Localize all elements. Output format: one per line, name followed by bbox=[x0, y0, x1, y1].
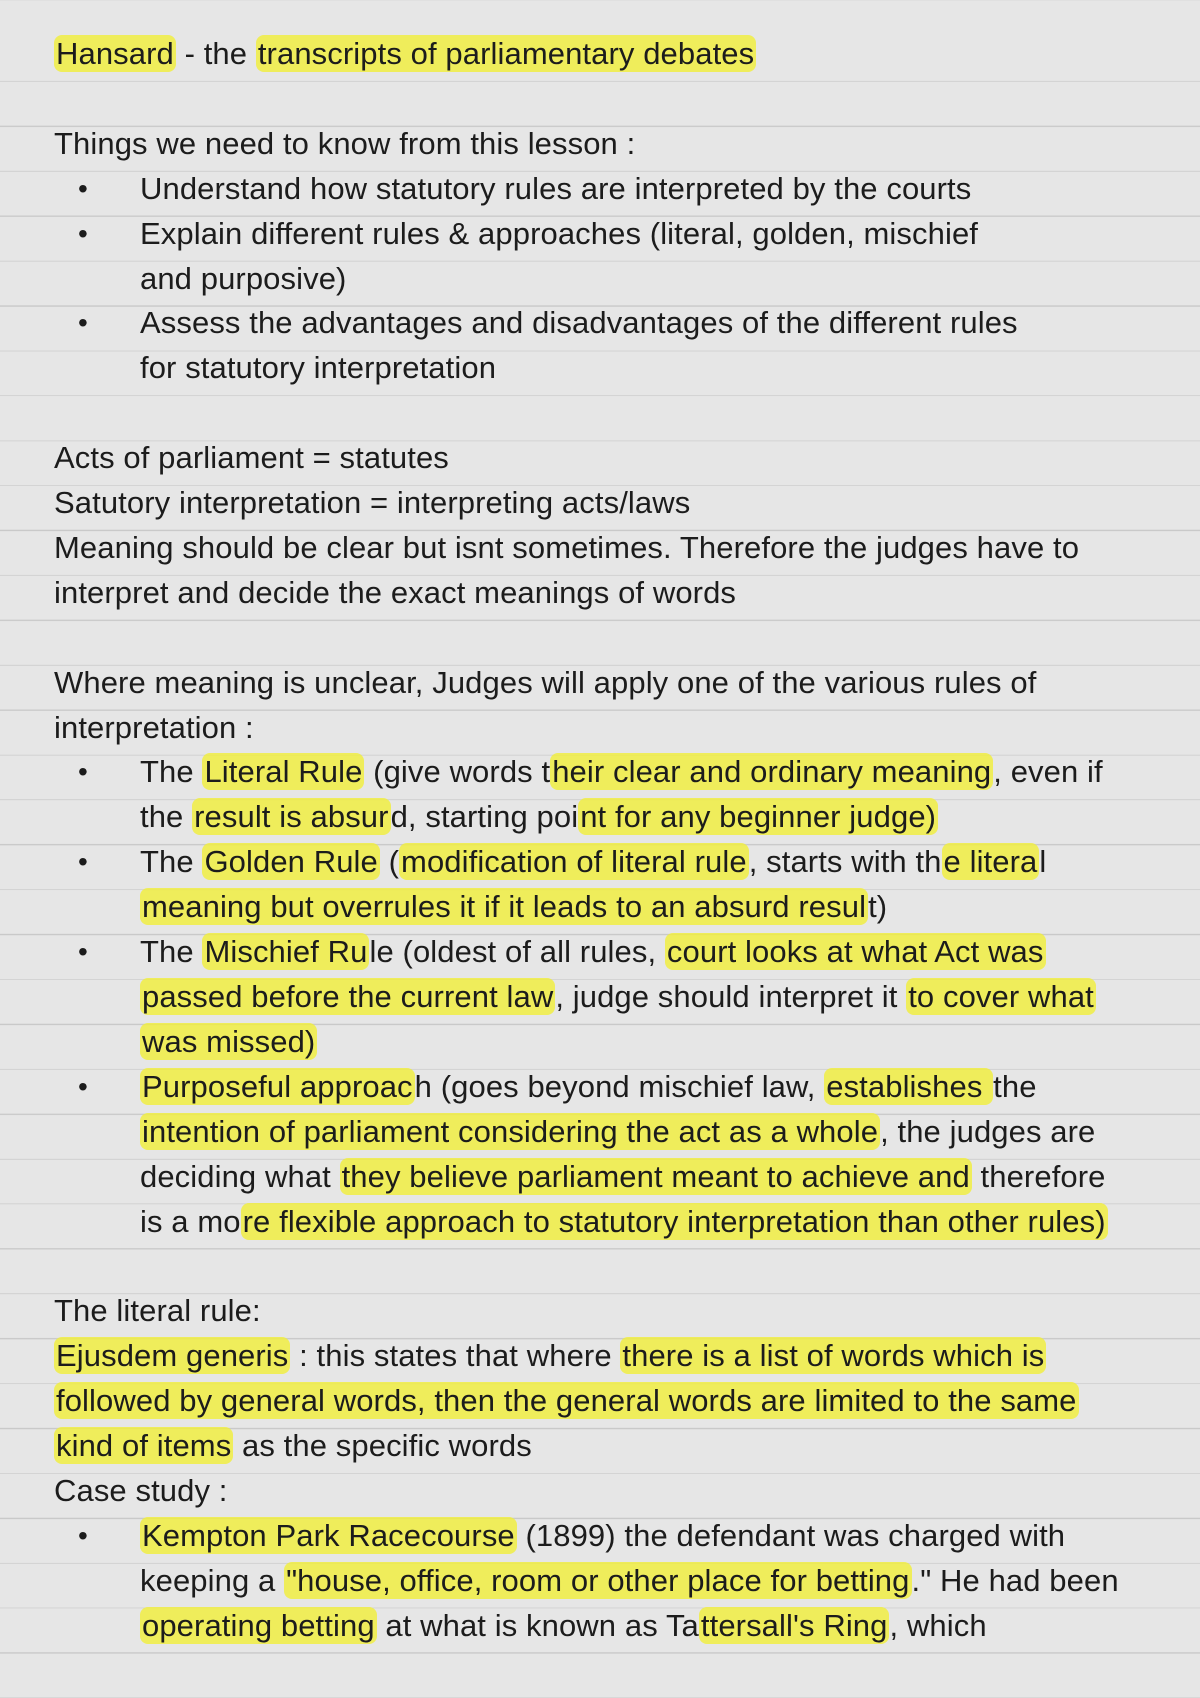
list-item-text: Understand how statutory rules are interpreted by the courts bbox=[140, 170, 972, 206]
bullet-icon: • bbox=[78, 1070, 88, 1102]
blank-line bbox=[54, 1244, 1164, 1289]
blank-line bbox=[54, 77, 1164, 122]
text-run: , even if the bbox=[140, 754, 1103, 835]
list-item-literal-rule bbox=[54, 750, 1114, 840]
list-item-text bbox=[140, 1065, 1114, 1245]
objectives-heading: Things we need to know from this lesson : bbox=[54, 125, 636, 161]
text-run: The bbox=[140, 844, 203, 880]
text-run: therefore is a mo bbox=[140, 1158, 1106, 1239]
list-item bbox=[54, 212, 1164, 302]
highlight: ttersall's Ring bbox=[700, 1607, 888, 1643]
text-run: le (oldest of all rules, bbox=[369, 934, 665, 970]
section-heading: The literal rule: bbox=[54, 1293, 261, 1329]
text-run: The bbox=[140, 754, 203, 790]
list-item-text bbox=[140, 930, 1114, 1065]
highlight: modification of literal rule bbox=[401, 844, 747, 880]
highlight: there is a list of words which is followed by general words, then the general words are limited to the same kind of items bbox=[56, 1338, 1077, 1464]
bullet-icon: • bbox=[78, 307, 88, 339]
text-run: as the specific words bbox=[233, 1428, 532, 1464]
text-run: ( bbox=[379, 844, 400, 880]
highlight: operating betting bbox=[142, 1607, 375, 1643]
rules-intro: Where meaning is unclear, Judges will apply one of the various rules of interpretation : bbox=[54, 664, 1037, 745]
highlight: Literal Rule bbox=[204, 754, 363, 790]
highlight: intention of parliament considering the act as a whole bbox=[142, 1113, 879, 1149]
highlight: transcripts of parliamentary debates bbox=[257, 36, 755, 71]
text-run: , the judges are deciding what bbox=[140, 1113, 1096, 1194]
highlight: nt for any beginner judge) bbox=[580, 799, 937, 835]
highlight: Mischief Ru bbox=[204, 934, 368, 970]
list-item-text: Assess the advantages and disadvantages of the different rules for statutory interpretation bbox=[140, 305, 1018, 386]
blank-line bbox=[54, 391, 1164, 436]
highlight: to cover what was missed) bbox=[142, 978, 1094, 1059]
bullet-icon: • bbox=[78, 756, 88, 788]
highlight: establishes bbox=[826, 1068, 992, 1104]
highlight: court looks at what Act was passed before the current law bbox=[142, 934, 1044, 1014]
bullet-icon: • bbox=[78, 936, 88, 968]
text-run: The bbox=[140, 934, 203, 970]
text-run: , which bbox=[889, 1607, 987, 1643]
objectives-list bbox=[54, 167, 1164, 392]
text-run: (give words t bbox=[364, 754, 551, 790]
list-item-case bbox=[54, 1514, 1144, 1649]
highlight: "house, office, room or other place for betting bbox=[286, 1562, 910, 1598]
bullet-icon: • bbox=[78, 846, 88, 878]
list-item-text bbox=[140, 840, 1114, 930]
bullet-icon: • bbox=[78, 217, 88, 249]
case-study-heading: Case study : bbox=[54, 1472, 228, 1508]
text-run: d, starting poi bbox=[390, 799, 579, 835]
bullet-icon: • bbox=[78, 172, 88, 204]
definition-line: Acts of parliament = statutes bbox=[54, 440, 449, 476]
list-item-golden-rule bbox=[54, 840, 1114, 930]
list-item-mischief-rule bbox=[54, 930, 1114, 1065]
highlight: they believe parliament meant to achieve and bbox=[341, 1158, 970, 1194]
highlight: Golden Rule bbox=[204, 844, 378, 880]
list-item-text bbox=[140, 1514, 1144, 1649]
title-text: - the bbox=[175, 36, 256, 71]
highlight: e litera bbox=[943, 844, 1038, 880]
list-item bbox=[54, 167, 1164, 212]
note-body bbox=[54, 32, 1164, 1649]
definition-paragraph: Meaning should be clear but isnt sometimes. Therefore the judges have to interpret and decide the exact meanings of words bbox=[54, 529, 1080, 610]
case-list bbox=[54, 1514, 1164, 1649]
highlight: Purposeful approac bbox=[142, 1068, 413, 1104]
highlight: Hansard bbox=[56, 36, 174, 71]
blank-line bbox=[54, 616, 1164, 661]
list-item-text bbox=[140, 750, 1114, 840]
text-run: , judge should interpret it bbox=[555, 978, 907, 1014]
text-run: l bbox=[1039, 844, 1047, 880]
highlight: result is absur bbox=[194, 799, 389, 835]
bullet-icon: • bbox=[78, 1519, 88, 1551]
text-run: t) bbox=[868, 889, 888, 925]
note-title bbox=[54, 32, 1164, 77]
text-run: h (goes beyond mischief law, bbox=[414, 1068, 825, 1104]
highlight: heir clear and ordinary meaning bbox=[552, 754, 992, 790]
text-run: , starts with th bbox=[748, 844, 942, 880]
text-run: at what is known as Ta bbox=[376, 1607, 699, 1643]
text-run: (1899) the defendant was charged with keeping a bbox=[140, 1517, 1066, 1598]
rules-list bbox=[54, 750, 1164, 1244]
text-run: the bbox=[993, 1068, 1037, 1104]
list-item-text: Explain different rules & approaches (literal, golden, mischief and purposive) bbox=[140, 215, 979, 296]
list-item-purposive-approach bbox=[54, 1065, 1114, 1245]
highlight: meaning but overrules it if it leads to an absurd resul bbox=[142, 889, 867, 925]
text-run: ." He had been bbox=[911, 1562, 1119, 1598]
highlight: re flexible approach to statutory interpretation than other rules) bbox=[242, 1203, 1106, 1239]
list-item bbox=[54, 301, 1164, 391]
highlight: Ejusdem generis bbox=[56, 1338, 289, 1374]
text-run: : this states that where bbox=[290, 1338, 621, 1374]
ejusdem-generis-paragraph bbox=[54, 1334, 1164, 1469]
highlight: Kempton Park Racecourse bbox=[142, 1517, 515, 1553]
definition-line: Satutory interpretation = interpreting acts/laws bbox=[54, 485, 691, 521]
